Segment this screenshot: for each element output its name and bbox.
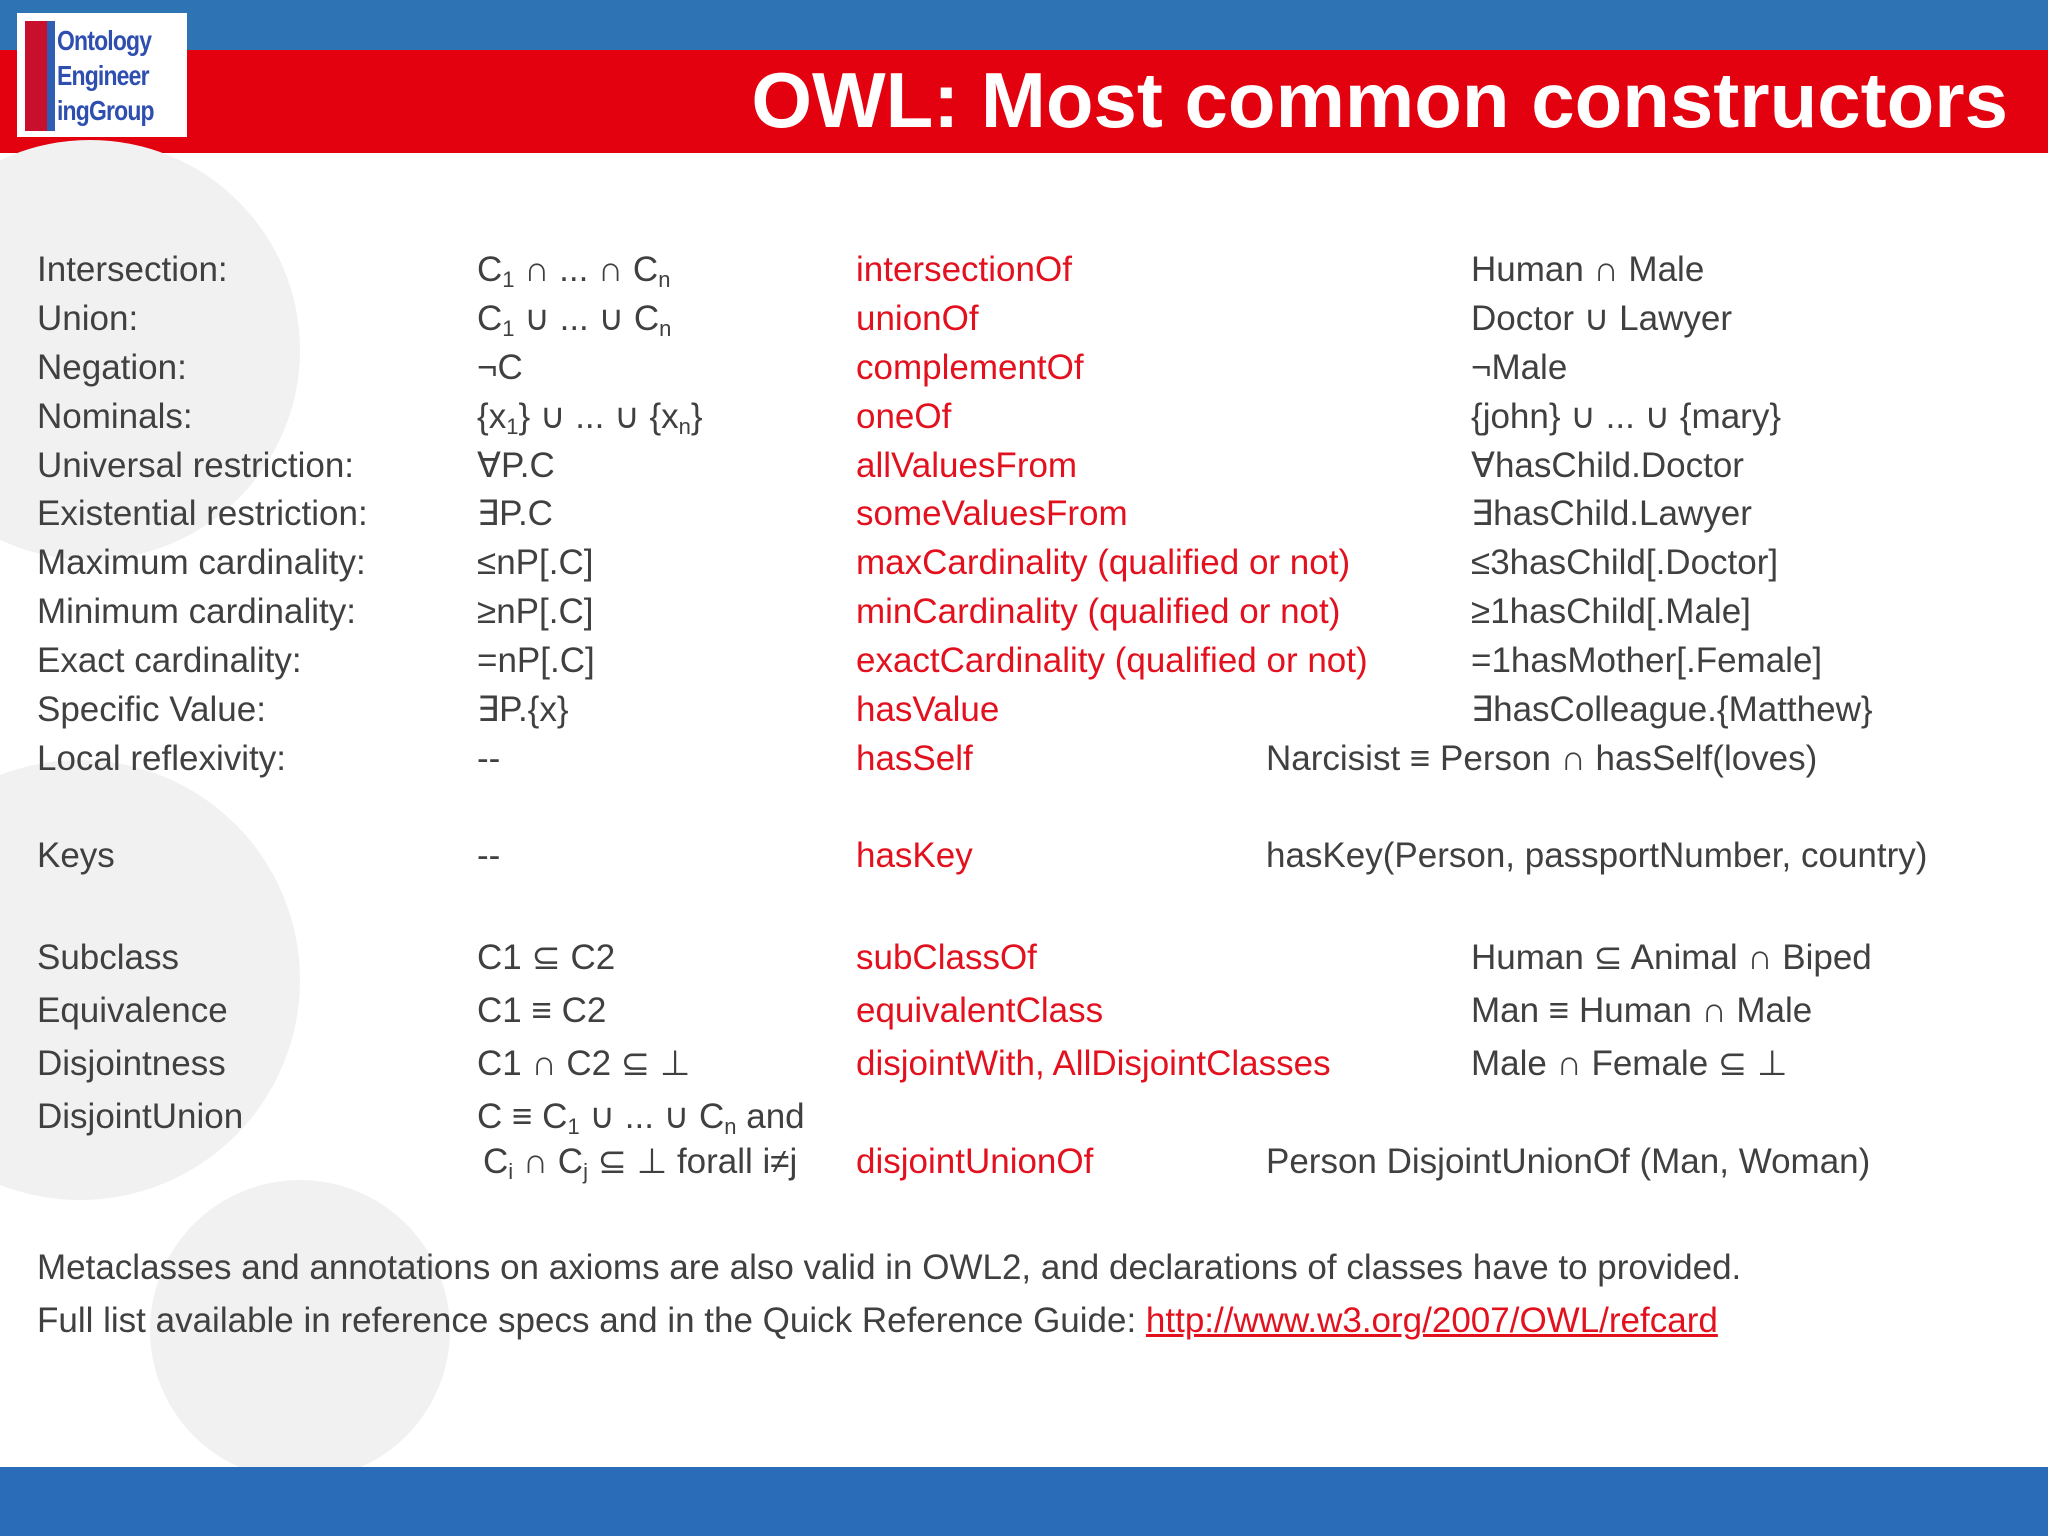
- row-label: Maximum cardinality:: [37, 543, 366, 582]
- row-notation: $C_i$ ∩ $C_j$ ⊆ ⊥ forall i≠j: [483, 1142, 798, 1184]
- row-notation: $\{x_1\}$ ∪ ... ∪ $\{x_n\}$: [477, 397, 703, 439]
- footer-prefix: Full list available in reference specs and in the Quick Reference Guide:: [37, 1301, 1146, 1340]
- row-label: Negation:: [37, 348, 187, 387]
- bottom-blue-bar: [0, 1467, 2048, 1536]
- row-example: Person DisjointUnionOf (Man, Woman): [1266, 1142, 1871, 1181]
- row-notation: =nP[.C]: [477, 641, 595, 680]
- row-owl-keyword: hasSelf: [856, 739, 973, 778]
- row-notation: $C_1$ ∩ ... ∩ $C_n$: [477, 250, 671, 292]
- row-label: Universal restriction:: [37, 446, 355, 485]
- row-example: ∃hasChild.Lawyer: [1471, 494, 1752, 533]
- row-label: Keys: [37, 836, 115, 875]
- row-owl-keyword: someValuesFrom: [856, 494, 1128, 533]
- row-label: Existential restriction:: [37, 494, 368, 533]
- row-label: DisjointUnion: [37, 1097, 244, 1136]
- footer-note-1: Metaclasses and annotations on axioms are also valid in OWL2, and declarations of classes have to provided.: [37, 1248, 1742, 1287]
- row-example: Man ≡ Human ∩ Male: [1471, 991, 1813, 1030]
- row-example: Narcisist ≡ Person ∩ hasSelf(loves): [1266, 739, 1818, 778]
- row-example: {john} ∪ ... ∪ {mary}: [1471, 397, 1782, 436]
- row-label: Equivalence: [37, 991, 228, 1030]
- row-owl-keyword: equivalentClass: [856, 991, 1104, 1030]
- row-notation: $C \equiv C_1$ ∪ ... ∪ $C_n$ and: [477, 1097, 805, 1139]
- row-example: ≤3hasChild[.Doctor]: [1471, 543, 1779, 582]
- row-notation: ∃P.{x}: [477, 690, 569, 729]
- row-notation: ∀P.C: [477, 446, 555, 485]
- row-example: ¬Male: [1471, 348, 1568, 387]
- row-owl-keyword: unionOf: [856, 299, 979, 338]
- row-owl-keyword: hasKey: [856, 836, 973, 875]
- row-owl-keyword: maxCardinality (qualified or not): [856, 543, 1351, 582]
- footer-note-2: [37, 1299, 1718, 1343]
- row-owl-keyword: exactCardinality (qualified or not): [856, 641, 1368, 680]
- row-example: Human ∩ Male: [1471, 250, 1705, 289]
- row-owl-keyword: complementOf: [856, 348, 1084, 387]
- row-owl-keyword: disjointUnionOf: [856, 1142, 1094, 1181]
- row-notation: --: [477, 739, 501, 778]
- row-owl-keyword: intersectionOf: [856, 250, 1072, 289]
- row-label: Specific Value:: [37, 690, 266, 729]
- logo-text: Ontology Engineer ingGroup: [57, 25, 154, 126]
- row-owl-keyword: allValuesFrom: [856, 446, 1078, 485]
- row-example: ≥1hasChild[.Male]: [1471, 592, 1751, 631]
- row-notation: $C_1$ ∪ ... ∪ $C_n$: [477, 299, 672, 341]
- row-owl-keyword: oneOf: [856, 397, 952, 436]
- row-notation: C1 ⊆ C2: [477, 938, 616, 977]
- row-example: ∃hasColleague.{Matthew}: [1471, 690, 1873, 729]
- refcard-link[interactable]: http://www.w3.org/2007/OWL/refcard: [1145, 1301, 1718, 1340]
- row-example: Doctor ∪ Lawyer: [1471, 299, 1732, 338]
- row-label: Disjointness: [37, 1044, 226, 1083]
- row-label: Union:: [37, 299, 139, 338]
- row-notation: ≥nP[.C]: [477, 592, 594, 631]
- row-notation: ¬C: [477, 348, 523, 387]
- row-label: Exact cardinality:: [37, 641, 302, 680]
- row-label: Local reflexivity:: [37, 739, 286, 778]
- row-notation: ≤nP[.C]: [477, 543, 594, 582]
- row-label: Minimum cardinality:: [37, 592, 356, 631]
- row-notation: ∃P.C: [477, 494, 553, 533]
- row-example: hasKey(Person, passportNumber, country): [1266, 836, 1928, 875]
- row-example: ∀hasChild.Doctor: [1471, 446, 1744, 485]
- row-example: Male ∩ Female ⊆ ⊥: [1471, 1044, 1788, 1083]
- row-label: Intersection:: [37, 250, 228, 289]
- row-label: Subclass: [37, 938, 180, 977]
- row-owl-keyword: disjointWith, AllDisjointClasses: [856, 1044, 1331, 1083]
- row-label: Nominals:: [37, 397, 193, 436]
- slide-title: OWL: Most common constructors: [751, 56, 2008, 144]
- row-owl-keyword: subClassOf: [856, 938, 1037, 977]
- row-example: =1hasMother[.Female]: [1471, 641, 1823, 680]
- row-owl-keyword: minCardinality (qualified or not): [856, 592, 1341, 631]
- row-notation: C1 ∩ C2 ⊆ ⊥: [477, 1044, 691, 1083]
- row-notation: --: [477, 836, 501, 875]
- row-example: Human ⊆ Animal ∩ Biped: [1471, 938, 1872, 977]
- row-notation: C1 ≡ C2: [477, 991, 607, 1030]
- row-owl-keyword: hasValue: [856, 690, 1000, 729]
